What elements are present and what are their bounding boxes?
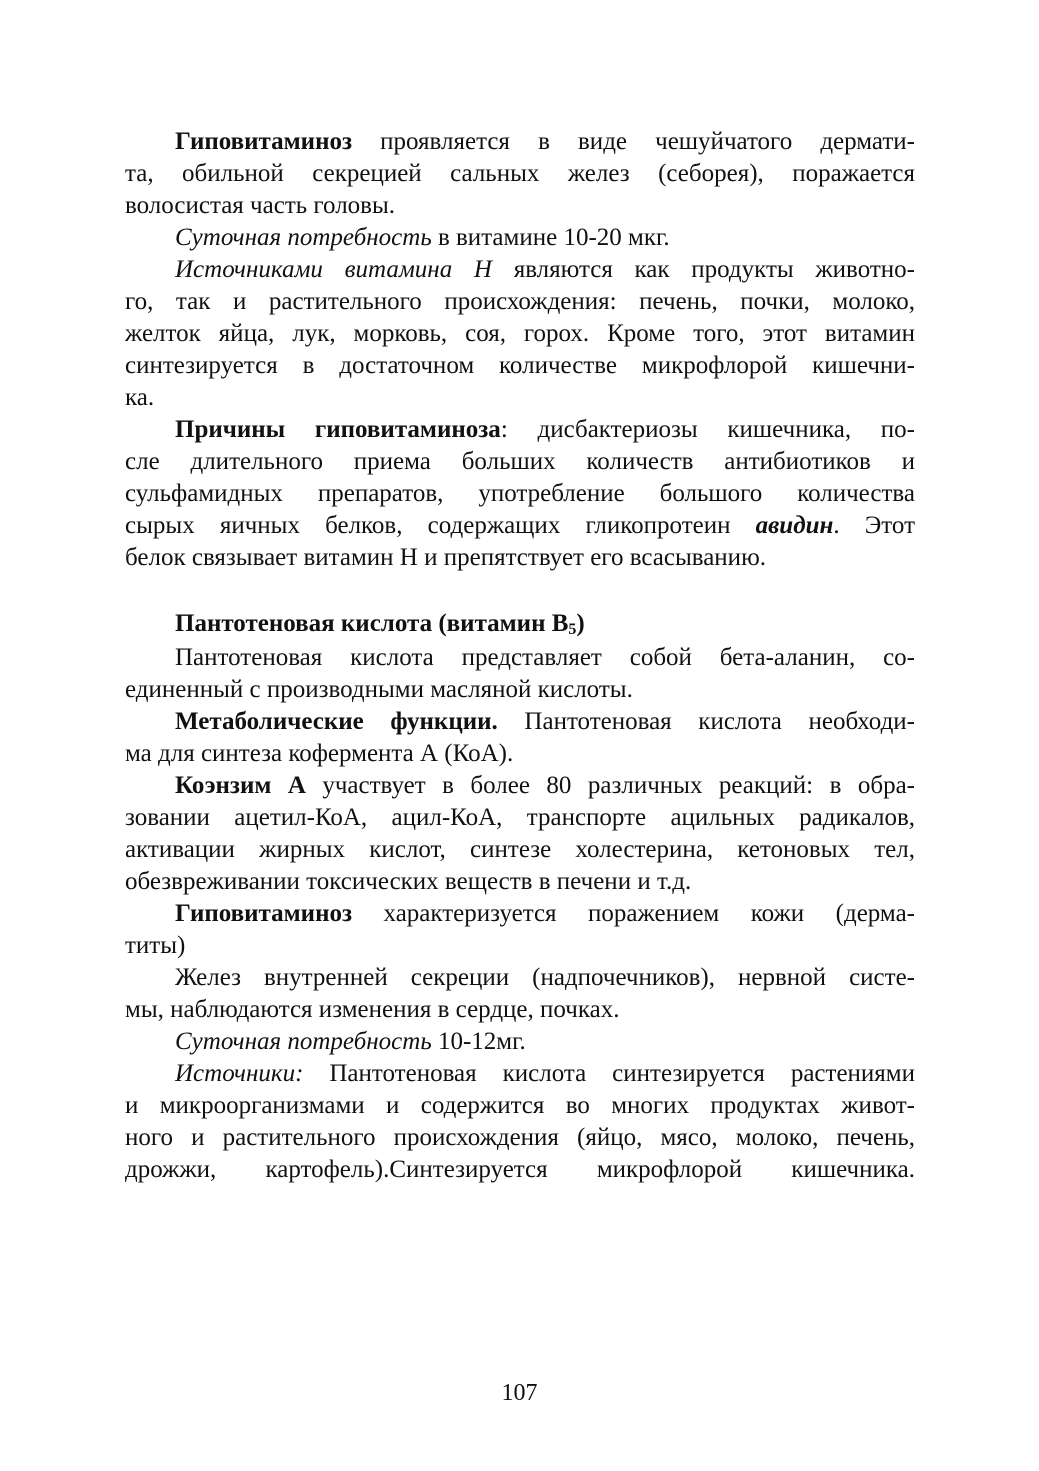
text: 10-12мг. (431, 1028, 526, 1055)
text: сырых яичных белков, содержащих гликопротеин (125, 512, 756, 539)
term-daily-need: Суточная потребность (175, 224, 432, 251)
term-avidin: авидин (755, 512, 834, 539)
term-metabolic-functions: Метаболические функции. (175, 708, 498, 735)
paragraph-sources-h-line-4: синтезируется в достаточном количестве микрофлорой кишечни- (125, 352, 915, 379)
page-number: 107 (501, 1380, 538, 1406)
heading-close: ) (576, 610, 585, 637)
heading-text: Пантотеновая кислота (витамин В (175, 610, 569, 637)
term-daily-need: Суточная потребность (175, 1028, 432, 1055)
paragraph-causes-line-3: сульфамидных препаратов, употребление большого количества (125, 480, 915, 507)
section-heading-pantothenic-acid (175, 608, 915, 640)
text: в витамине 10-20 мкг. (431, 224, 670, 251)
paragraph-sources-h-line-2: го, так и растительного происхождения: печень, почки, молоко, (125, 288, 915, 315)
paragraph-sources-h-line-5: ка. (125, 384, 155, 411)
text: . Этот (833, 512, 915, 539)
paragraph-metabolic-functions-line-1 (175, 706, 915, 738)
term-hypovitaminosis: Гиповитаминоз (175, 128, 353, 155)
paragraph-coenzyme-a-line-4: обезвреживании токсических веществ в печени и т.д. (125, 868, 692, 895)
text: : дисбактериозы кишечника, по- (500, 416, 915, 443)
paragraph-coenzyme-a-line-1 (175, 770, 915, 802)
paragraph-hypovitaminosis-h-line-3: волосистая часть головы. (125, 192, 396, 219)
paragraph-hypovitaminosis-b5-line-2: титы) (125, 932, 186, 959)
term-sources-h: Источниками витамина Н (175, 256, 492, 283)
paragraph-hypovitaminosis-h-line-1 (175, 126, 915, 158)
paragraph-glands-line-2: мы, наблюдаются изменения в сердце, почках. (125, 996, 620, 1023)
paragraph-causes-line-5: белок связывает витамин Н и препятствует его всасыванию. (125, 544, 766, 571)
paragraph-coenzyme-a-line-2: зовании ацетил-КоА, ацил-КоА, транспорте ацильных радикалов, (125, 804, 915, 831)
paragraph-daily-need-h (175, 222, 915, 254)
paragraph-coenzyme-a-line-3: активации жирных кислот, синтезе холестерина, кетоновых тел, (125, 836, 915, 863)
paragraph-daily-need-b5 (175, 1026, 915, 1058)
paragraph-causes-line-2: сле длительного приема больших количеств антибиотиков и (125, 448, 915, 475)
paragraph-definition-line-2: единенный с производными масляной кислоты. (125, 676, 633, 703)
paragraph-definition-line-1: Пантотеновая кислота представляет собой бета-аланин, со- (175, 644, 915, 671)
paragraph-causes-line-4 (125, 510, 915, 542)
paragraph-sources-b5-line-1 (175, 1058, 915, 1090)
paragraph-hypovitaminosis-b5-line-1 (175, 898, 915, 930)
paragraph-sources-h-line-1 (175, 254, 915, 286)
text: проявляется в виде чешуйчатого дермати- (352, 128, 915, 155)
text: являются как продукты животно- (491, 256, 915, 283)
paragraph-sources-b5-line-2: и микроорганизмами и содержится во многих продуктах живот- (125, 1092, 915, 1119)
paragraph-causes-line-1 (175, 414, 915, 446)
text: Пантотеновая кислота необходи- (497, 708, 916, 735)
term-hypovitaminosis: Гиповитаминоз (175, 900, 353, 927)
term-coenzyme-a: Коэнзим А (175, 772, 306, 799)
paragraph-metabolic-functions-line-2: ма для синтеза кофермента А (КоА). (125, 740, 514, 767)
text: участвует в более 80 различных реакций: в обра- (305, 772, 915, 799)
text: характеризуется поражением кожи (дерма- (352, 900, 915, 927)
text: Пантотеновая кислота синтезируется растениями (303, 1060, 915, 1087)
term-sources: Источники: (175, 1060, 304, 1087)
paragraph-sources-b5-line-3: ного и растительного происхождения (яйцо, мясо, молоко, печень, (125, 1124, 915, 1151)
paragraph-hypovitaminosis-h-line-2: та, обильной секрецией сальных желез (себорея), поражается (125, 160, 915, 187)
paragraph-sources-h-line-3: желток яйца, лук, морковь, соя, горох. Кроме того, этот витамин (125, 320, 915, 347)
term-causes: Причины гиповитаминоза (175, 416, 501, 443)
paragraph-sources-b5-line-4: дрожжи, картофель).Синтезируется микрофлорой кишечника. (125, 1156, 915, 1183)
heading-subscript: 5 (568, 621, 577, 638)
paragraph-glands-line-1: Желез внутренней секреции (надпочечников), нервной систе- (175, 964, 915, 991)
